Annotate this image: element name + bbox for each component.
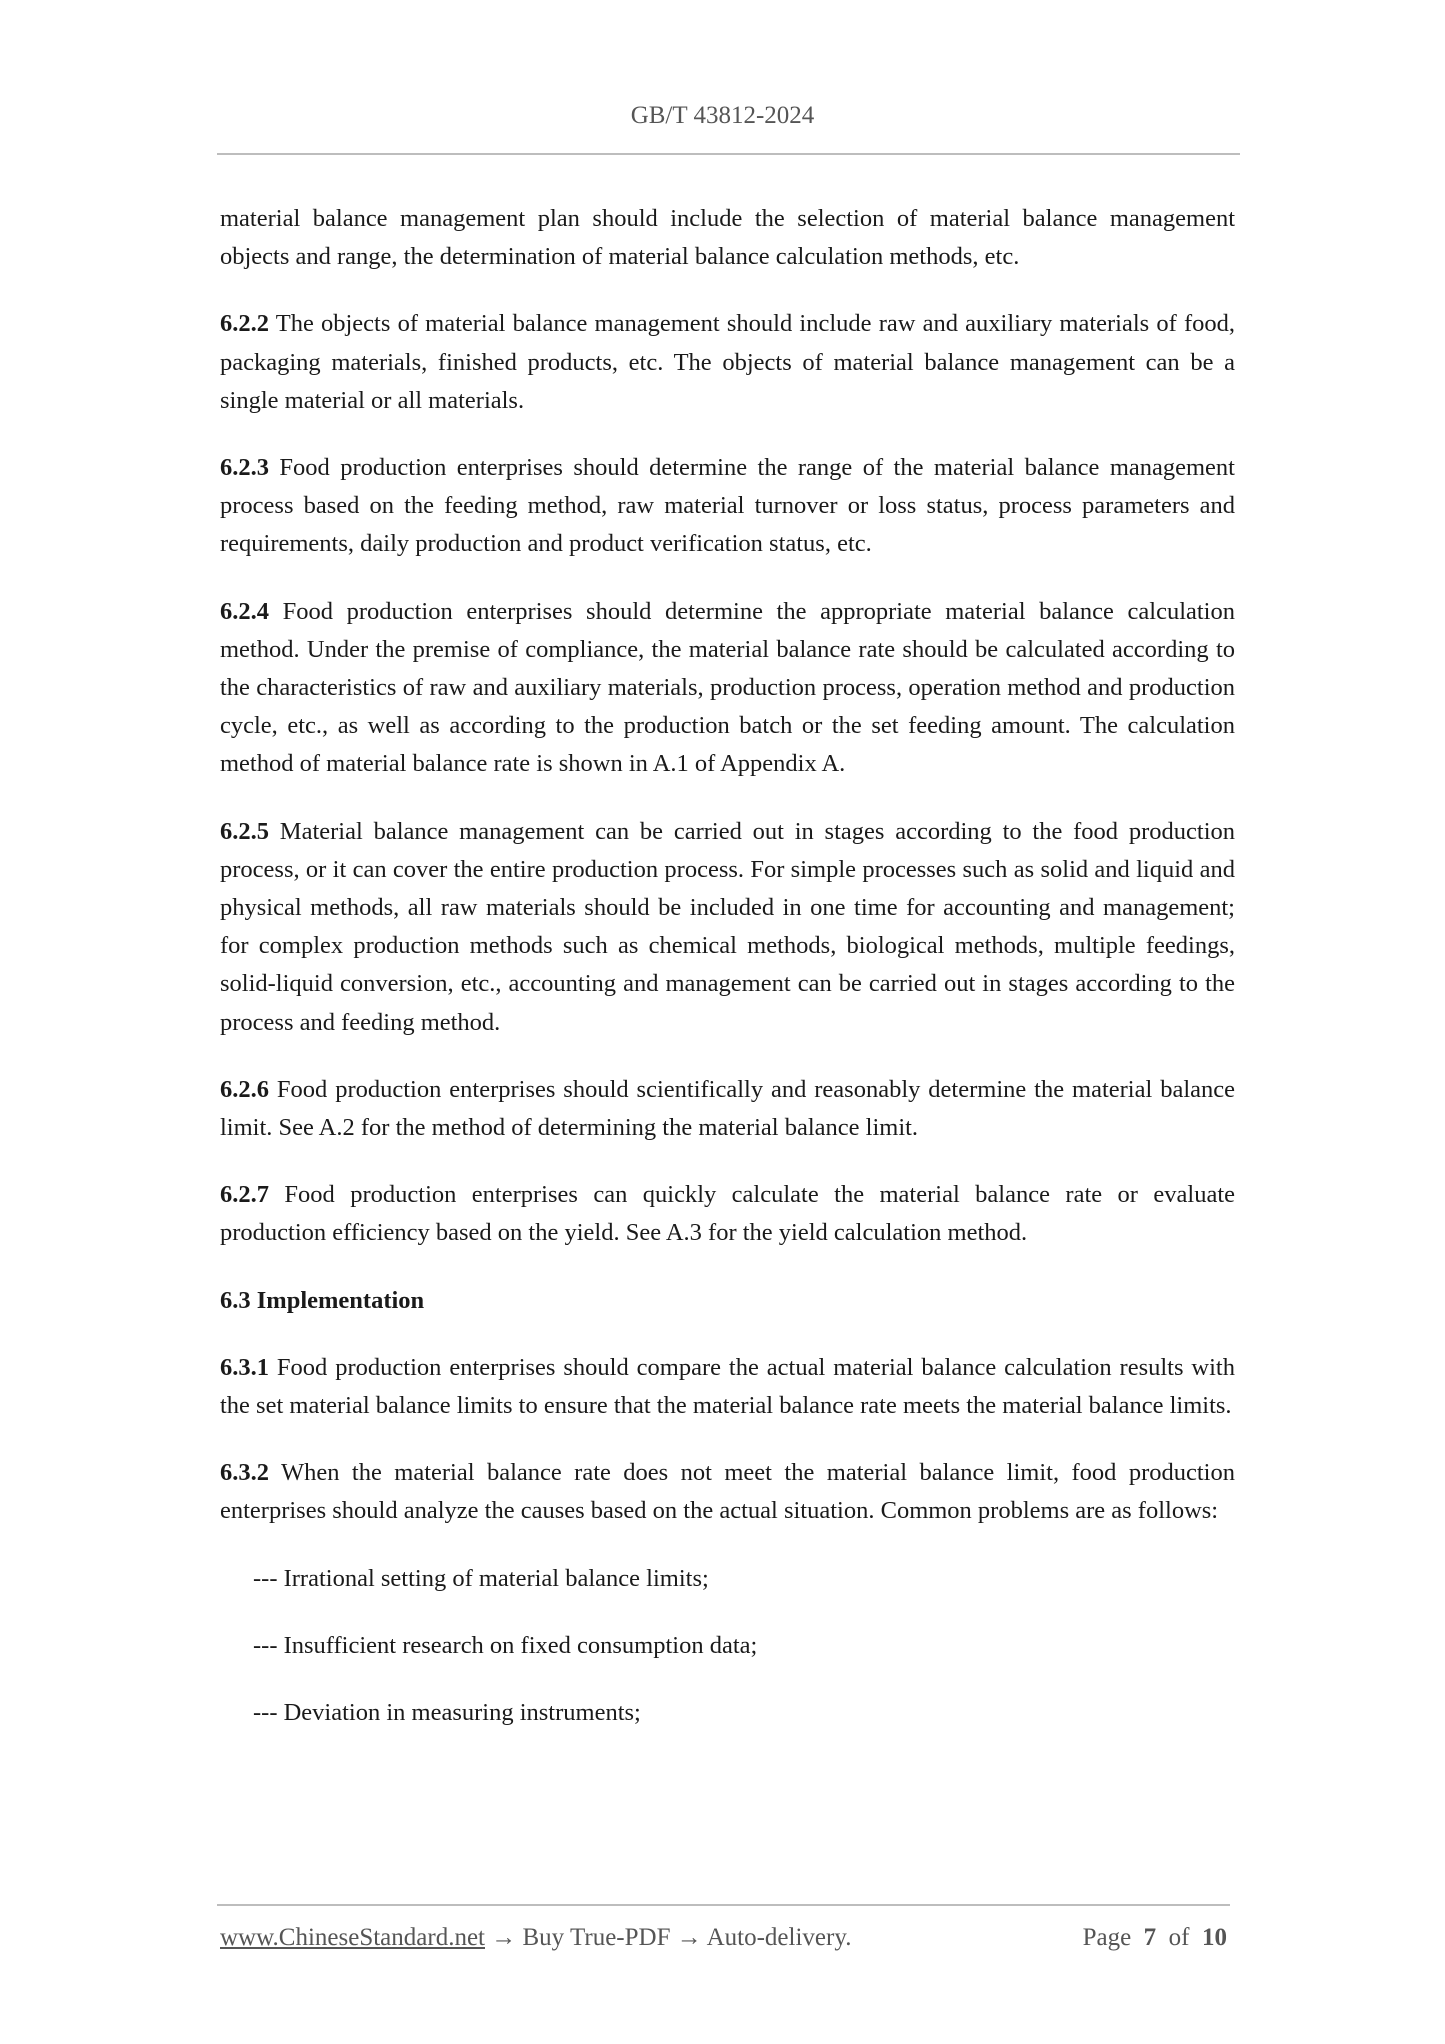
paragraph-text: When the material balance rate does not meet the material balance limit, food production enterprises should analyze the causes based on the actual situation. Common problems are as follows:	[220, 1459, 1235, 1525]
paragraph-text: Material balance management can be carried out in stages according to the food production process, or it can cover the entire production process. For simple processes such as solid and liquid and physical methods, all raw materials should be included in one time for accounting and management; for complex production methods such as chemical methods, biological methods, multiple feedings, solid-liquid conversion, etc., accounting and management can be carried out in stages according to the process and feeding method.	[220, 817, 1235, 1036]
paragraph-text: Food production enterprises can quickly calculate the material balance rate or evaluate production efficiency based on the yield. See A.3 for the yield calculation method.	[220, 1181, 1235, 1247]
arrow-icon: →	[485, 1924, 523, 1951]
clause-number: 6.2.3	[220, 454, 269, 482]
document-body	[220, 200, 1235, 1761]
section-title: 6.3 Implementation	[220, 1286, 425, 1314]
paragraph-text: Food production enterprises should determine the range of the material balance management process based on the feeding method, raw material turnover or loss status, process parameters and requirements, daily production and product verification status, etc.	[220, 454, 1235, 558]
paragraph-text: material balance management plan should include the selection of material balance management objects and range, the determination of material balance calculation methods, etc.	[220, 205, 1235, 271]
clause-number: 6.3.2	[220, 1459, 269, 1487]
clause-6-2-6	[220, 1071, 1235, 1147]
paragraph	[220, 200, 1235, 276]
document-footer	[220, 1924, 1227, 1952]
header-divider	[217, 153, 1240, 155]
clause-6-2-3	[220, 449, 1235, 564]
clause-number: 6.2.7	[220, 1181, 269, 1209]
page-number: 7	[1143, 1924, 1157, 1951]
buy-text: Buy True-PDF	[522, 1924, 671, 1951]
clause-number: 6.2.4	[220, 597, 269, 625]
page-of: of	[1168, 1924, 1190, 1951]
footer-promo	[220, 1924, 851, 1952]
page-indicator	[1083, 1924, 1227, 1952]
clause-6-2-2	[220, 305, 1235, 420]
clause-6-2-4	[220, 593, 1235, 784]
clause-number: 6.3.1	[220, 1353, 269, 1381]
clause-number: 6.2.5	[220, 817, 269, 845]
clause-6-3-2	[220, 1454, 1235, 1530]
footer-divider	[217, 1904, 1230, 1906]
clause-6-2-7	[220, 1176, 1235, 1252]
list-item: --- Deviation in measuring instruments;	[253, 1699, 641, 1727]
document-header: GB/T 43812-2024	[630, 102, 815, 129]
clause-number: 6.2.2	[220, 310, 269, 338]
paragraph-text: Food production enterprises should compare the actual material balance calculation results with the set material balance limits to ensure that the material balance rate meets the material balance limits.	[220, 1353, 1235, 1420]
list-item: --- Insufficient research on fixed consumption data;	[253, 1631, 758, 1659]
clause-6-2-5	[220, 813, 1235, 1042]
page-total: 10	[1202, 1924, 1227, 1951]
paragraph-text: Food production enterprises should scientifically and reasonably determine the material balance limit. See A.2 for the method of determining the material balance limit.	[220, 1075, 1235, 1142]
list-item: --- Irrational setting of material balance limits;	[253, 1564, 709, 1592]
clause-number: 6.2.6	[220, 1075, 269, 1103]
paragraph-text: Food production enterprises should determine the appropriate material balance calculation method. Under the premise of compliance, the material balance rate should be calculated according to the characteristics of raw and auxiliary materials, production process, operation method and production cycle, etc., as well as according to the production batch or the set feeding amount. The calculation method of material balance rate is shown in A.1 of Appendix A.	[220, 597, 1235, 778]
clause-6-3-1	[220, 1349, 1235, 1425]
page-label: Page	[1082, 1924, 1132, 1951]
paragraph-text: The objects of material balance management should include raw and auxiliary materials of food, packaging materials, finished products, etc. The objects of material balance management can be a single material or all materials.	[220, 310, 1235, 414]
arrow-icon: →	[670, 1924, 707, 1951]
delivery-text: Auto-delivery.	[706, 1924, 852, 1951]
website-link[interactable]: www.ChineseStandard.net	[220, 1924, 485, 1951]
section-heading-6-3	[220, 1282, 1235, 1320]
